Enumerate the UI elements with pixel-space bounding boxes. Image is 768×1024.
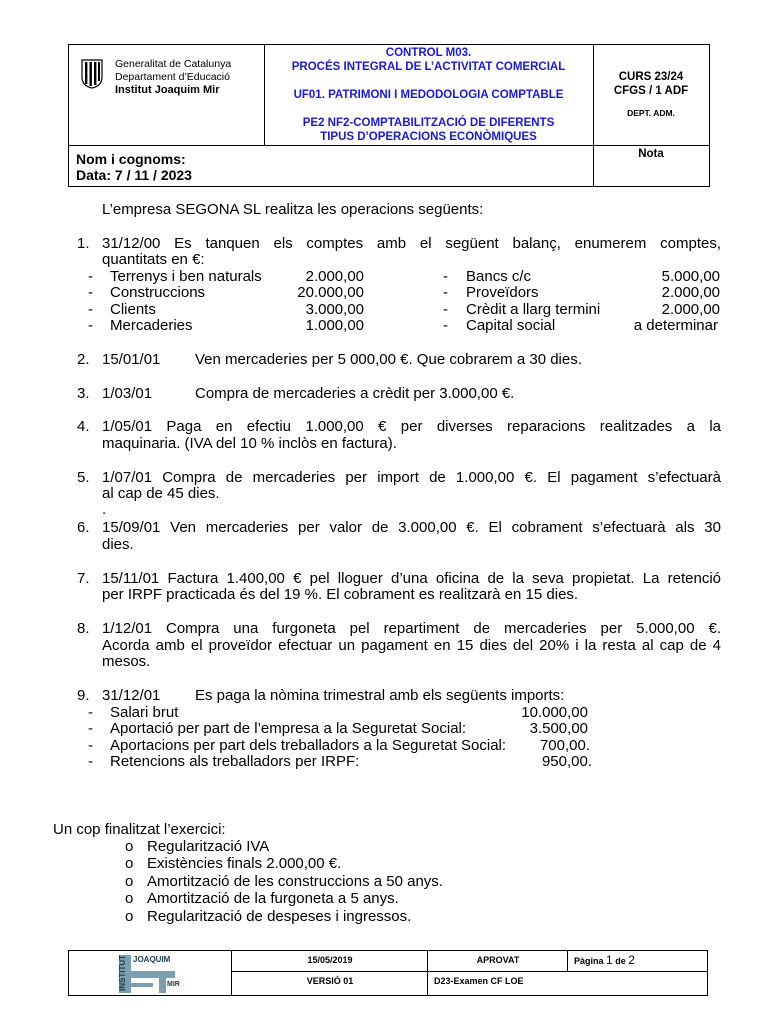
op-number: 8. [77,620,90,637]
op-number: 6. [77,519,90,536]
course-year: CURS 23/24 [618,71,684,83]
account-amount: 5.000,00 [661,268,720,285]
list-dash: - [88,720,93,737]
stray-dot: . [102,501,107,518]
account-name: Proveïdors [466,284,539,301]
header-org-cell [69,45,265,145]
op9-text: Es paga la nòmina trimestral amb els següents imports: [195,687,565,704]
exam-date: Data: 7 / 11 / 2023 [76,167,192,183]
closing-item: Existències finals 2.000,00 €. [147,855,342,872]
intro-text: L’empresa SEGONA SL realitza les operacions següents: [102,201,484,218]
logo-text-side: INSTITUT [118,955,127,991]
org-name: Generalitat de Catalunya [115,58,232,70]
list-dash: - [443,284,448,301]
payroll-item-name: Aportació per part de l’empresa a la Seguretat Social: [110,720,467,737]
page-of: de [615,956,626,966]
list-dash: - [88,268,93,285]
payroll-item-name: Retencions als treballadors per IRPF: [110,753,360,770]
topic-title-line1: PE2 NF2-COMPTABILITZACIÓ DE DIFERENTS [302,117,555,129]
closing-item: Regularització de despeses i ingressos. [147,908,412,925]
list-dash: - [88,284,93,301]
footer-approved: APROVAT [476,955,520,965]
closing-item: Amortització de les construccions a 50 anys. [147,873,443,890]
op-number: 9. [77,687,90,704]
page-label: Pàgina [574,956,604,966]
account-name: Bancs c/c [466,268,532,285]
header-student-row [69,145,709,187]
footer-page-cell [567,951,707,971]
logo-text-top: JOAQUIM [133,955,171,964]
account-name: Crèdit a llarg termini [466,301,601,318]
bullet: o [125,838,134,855]
department-label: DEPT. ADM. [627,108,675,118]
op5-line1: 1/07/01 Compra de mercaderies per import de 1.000,00 €. El pagament s’efectuarà [102,469,721,486]
footer-date-cell [231,951,427,995]
topic-title-line2: TIPUS D’OPERACIONS ECONÒMIQUES [320,131,537,143]
op-number: 4. [77,418,90,435]
op-number: 1. [77,235,90,252]
account-name: Mercaderies [110,317,193,334]
module-title: PROCÉS INTEGRAL DE L’ACTIVITAT COMERCIAL [291,61,566,73]
op-number: 3. [77,385,90,402]
page-number: 1 [606,953,613,967]
course-group: CFGS / 1 ADF [613,85,689,97]
op1-line2: quantitats en €: [102,251,205,268]
list-dash: - [88,317,93,334]
op3-text: Compra de mercaderies a crèdit per 3.000,00 €. [195,385,515,402]
grade-label: Nota [638,148,664,160]
closing-item: Regularització IVA [147,838,270,855]
op8-line1: 1/12/01 Compra una furgoneta pel repartiment de mercaderies per 5.000,00 €. [102,620,721,637]
generalitat-logo-icon [81,59,103,89]
footer-status-cell [427,951,567,995]
op6-line2: dies. [102,536,134,553]
op8-line3: mesos. [102,653,151,670]
footer-table [68,950,708,996]
payroll-item-amount: 950,00. [541,753,592,770]
footer-version: VERSIÓ 01 [306,976,354,986]
closing-title: Un cop finalitzat l’exercici: [53,821,226,838]
logo-text-mid: MIR [167,981,180,988]
op5-line2: al cap de 45 dies. [102,485,220,502]
op4-line2: maquinaria. (IVA del 10 % inclòs en factura). [102,435,397,452]
institute-logo [119,951,185,995]
op-number: 5. [77,469,90,486]
bullet: o [125,890,134,907]
list-dash: - [88,737,93,754]
page-total: 2 [628,953,635,967]
payroll-item-name: Aportacions per part dels treballadors a la Seguretat Social: [110,737,507,754]
account-amount: 2.000,00 [305,268,364,285]
list-dash: - [443,317,448,334]
bullet: o [125,873,134,890]
op8-line2: Acorda amb el proveïdor efectuar un pagament en 15 dies del 20% i la resta al cap de 4 [102,637,721,654]
account-name: Construccions [110,284,206,301]
account-amount: a determinar [633,317,718,334]
header-table [68,44,710,187]
op3-date: 1/03/01 [102,385,153,402]
payroll-item-name: Salari brut [110,704,179,721]
op6-line1: 15/09/01 Ven mercaderies per valor de 3.000,00 €. El cobrament s’efectuarà als 30 [102,519,721,536]
student-info-cell [69,146,594,187]
op2-date: 15/01/01 [102,351,161,368]
account-amount: 3.000,00 [305,301,364,318]
footer-doc-code: D23-Examen CF LOE [434,976,524,986]
account-amount: 2.000,00 [661,284,720,301]
op9-date: 31/12/01 [102,687,161,704]
header-title-cell [264,45,594,145]
payroll-item-amount: 10.000,00 [521,704,588,721]
bullet: o [125,908,134,925]
list-dash: - [88,753,93,770]
payroll-item-amount: 3.500,00 [529,720,588,737]
op-number: 7. [77,570,90,587]
account-name: Clients [110,301,156,318]
account-amount: 20.000,00 [297,284,364,301]
closing-item: Amortització de la furgoneta a 5 anys. [147,890,399,907]
account-name: Capital social [466,317,556,334]
list-dash: - [443,268,448,285]
op1-line1: 31/12/00 Es tanquen els comptes amb el següent balanç, enumerem comptes, [102,235,721,252]
account-name: Terrenys i ben naturals [110,268,262,285]
bullet: o [125,855,134,872]
header-course-cell [593,45,709,145]
exam-title: CONTROL M03. [385,47,472,59]
op4-line1: 1/05/01 Paga en efectiu 1.000,00 € per diverses reparacions realitzades a la [102,418,721,435]
op-number: 2. [77,351,90,368]
list-dash: - [88,301,93,318]
account-amount: 2.000,00 [661,301,720,318]
department-name: Departament d’Educació [115,71,230,83]
footer-date: 15/05/2019 [307,955,353,965]
op2-text: Ven mercaderies per 5 000,00 €. Que cobrarem a 30 dies. [195,351,582,368]
institute-name: Institut Joaquim Mir [115,84,220,96]
account-amount: 1.000,00 [305,317,364,334]
list-dash: - [88,704,93,721]
payroll-item-amount: 700,00. [539,737,590,754]
op7-line1: 15/11/01 Factura 1.400,00 € pel lloguer d’una oficina de la seva propietat. La retenció [102,570,721,587]
list-dash: - [443,301,448,318]
unit-title: UF01. PATRIMONI I MEDODOLOGIA COMPTABLE [293,89,564,101]
name-label: Nom i cognoms: [76,151,186,167]
op7-line2: per IRPF practicada és del 19 %. El cobrament es realitzarà en 15 dies. [102,586,579,603]
